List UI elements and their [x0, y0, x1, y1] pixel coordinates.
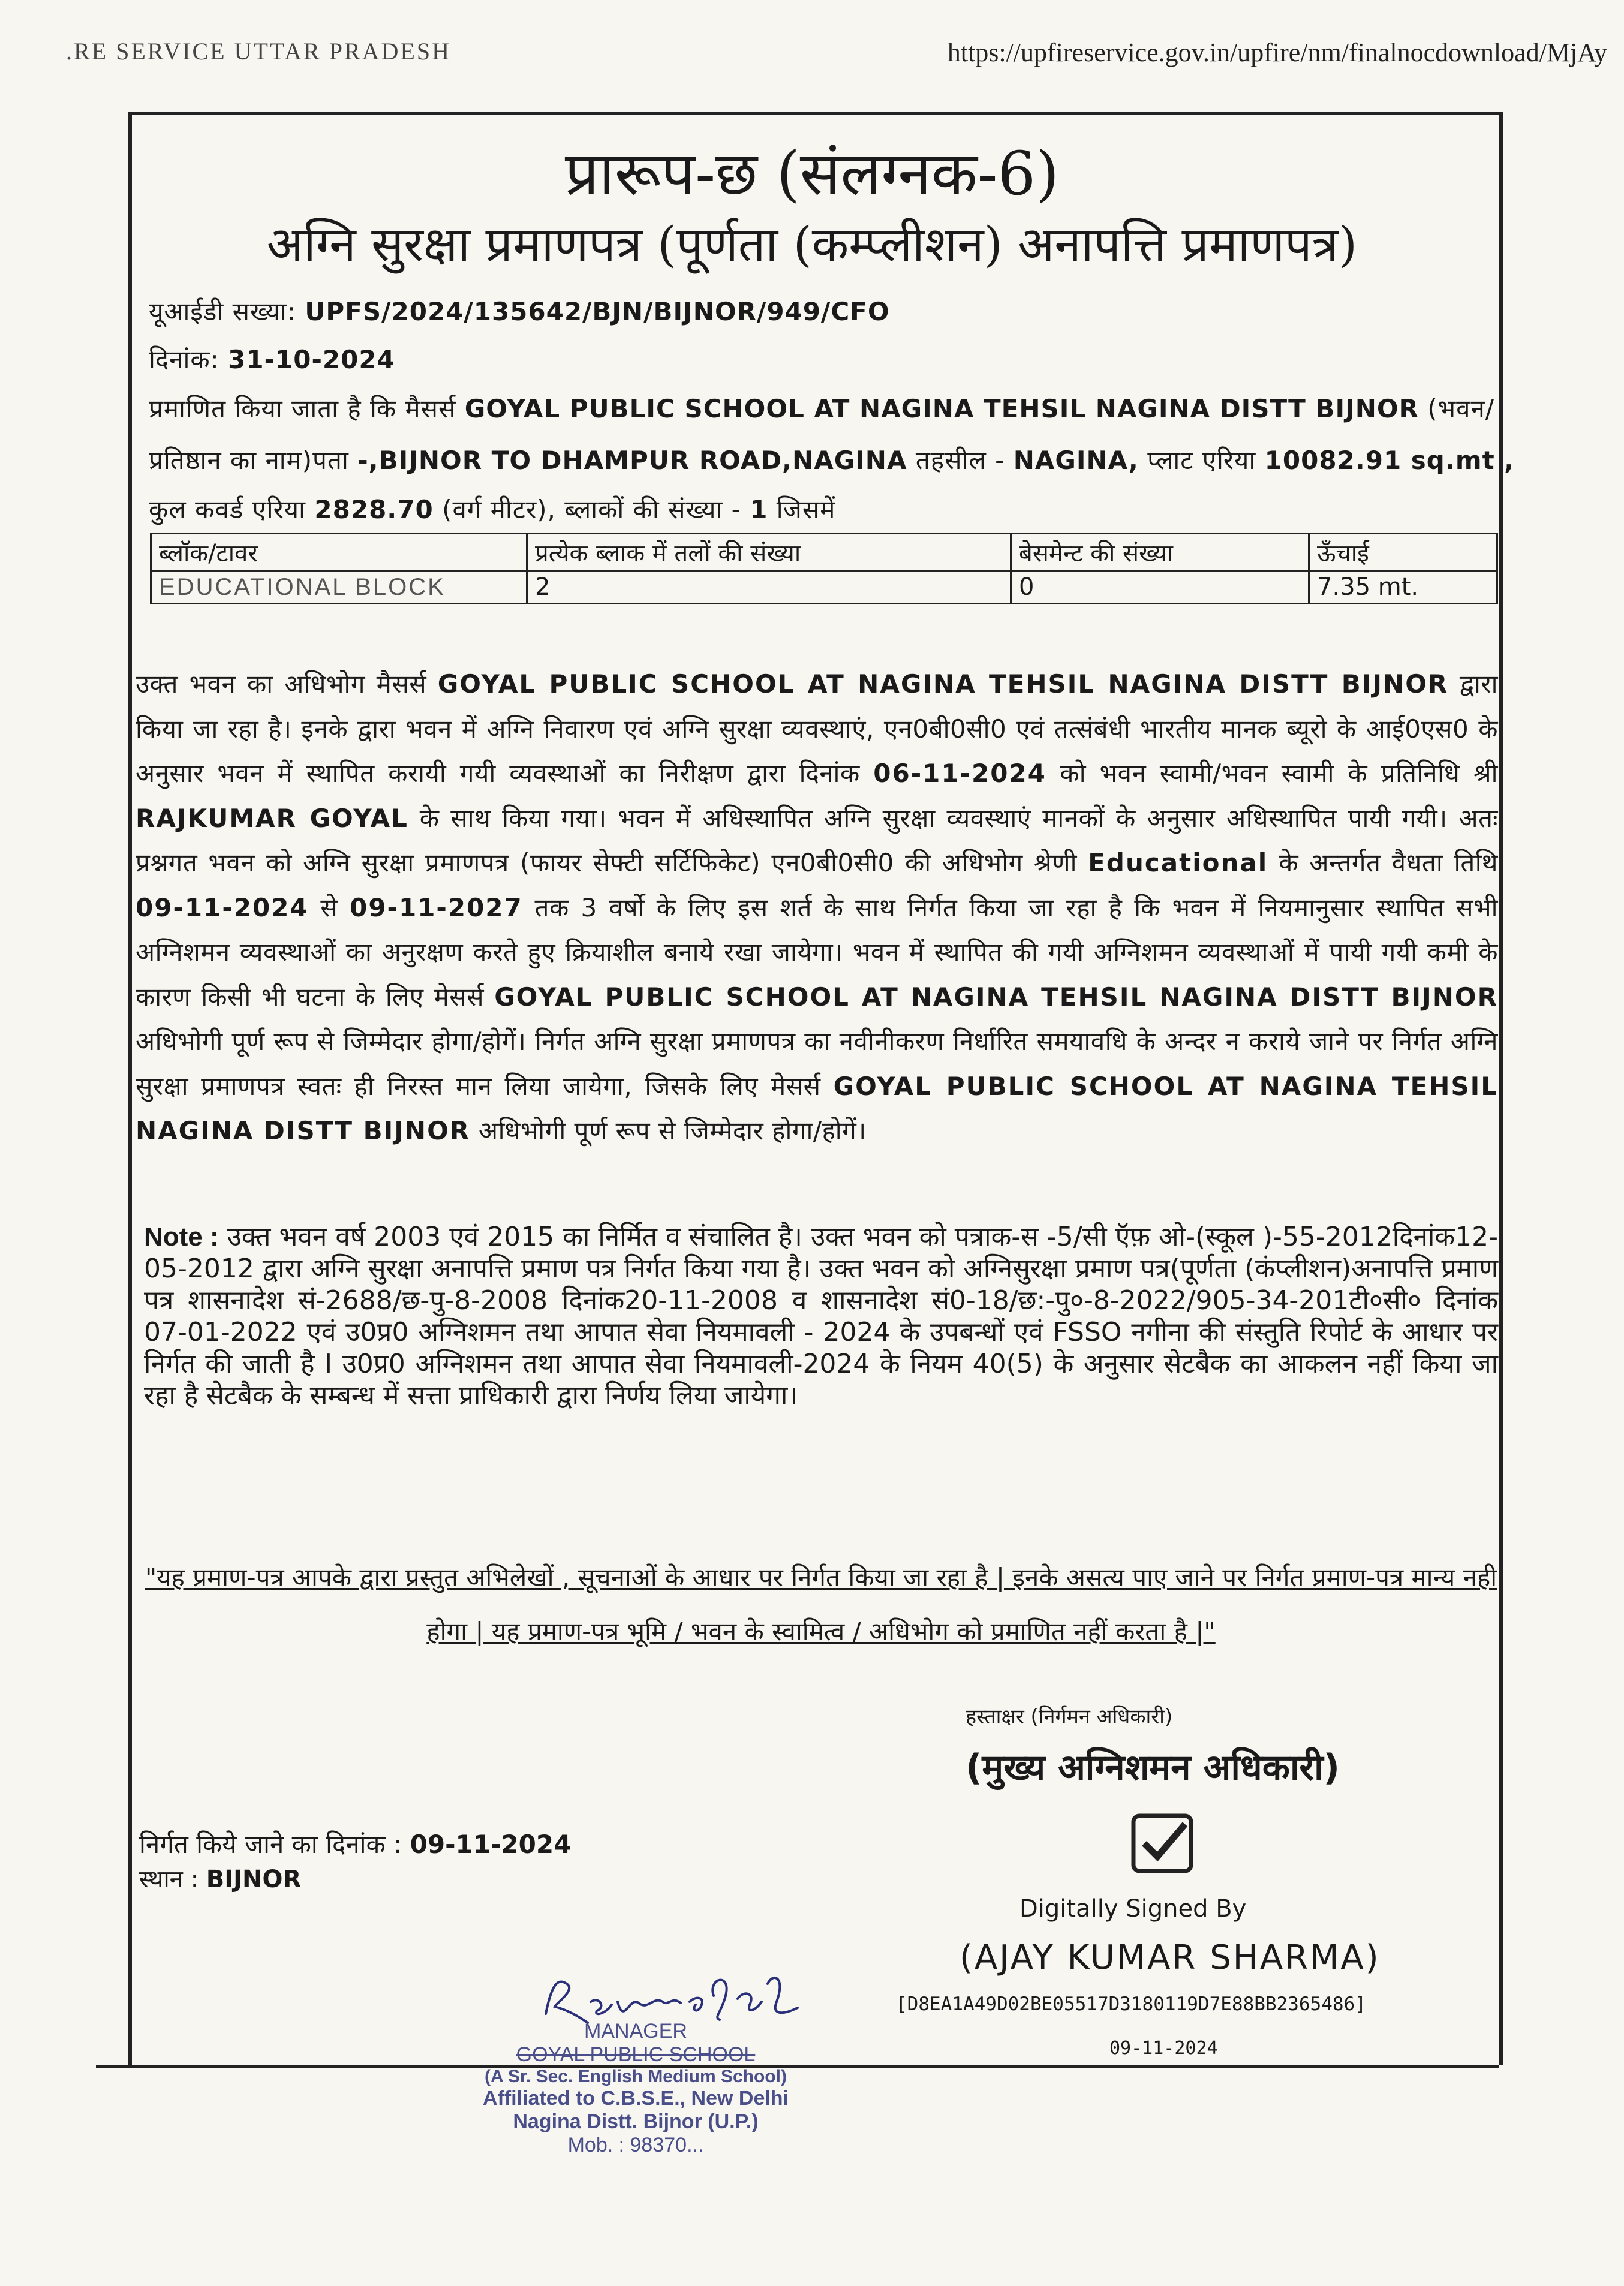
tehsil-label: तहसील - [915, 446, 1005, 475]
covered-unit: (वर्ग मीटर), [442, 495, 556, 524]
body-text: द्वारा किया जा रहा है। इनके द्वारा भवन में अग्नि निवारण एवं अग्नि सुरक्षा व्यवस्थाएं, एन0बी0सी0 एवं तत्संबंधी भारतीय मानक ब्यूरो के आई0एस0 के अनुसार भवन में स्थापित करायी गयी व्यवस्थाओं का निरीक्षण द्वारा दिनांक [136, 669, 1498, 788]
stamp-line: Mob. : 98370... [567, 2134, 704, 2156]
form-title: प्रारूप-छ (संलग्नक-6) [564, 139, 1060, 209]
digitally-signed-label: Digitally Signed By [1019, 1895, 1247, 1923]
table-cell: 7.35 mt. [1309, 571, 1497, 604]
table-header: ब्लॉक/टावर [151, 534, 527, 571]
signature-label: हस्ताक्षर (निर्गमन अधिकारी) [966, 1705, 1173, 1729]
body-text: से [320, 892, 338, 922]
issue-date: 09-11-2024 [410, 1830, 572, 1859]
table-row [151, 571, 1497, 604]
body-text: तक 3 वर्षो के लिए इस शर्त के साथ निर्गत किया जा रहा है कि भवन में नियमानुसार स्थापित सभी अग्निशमन व्यवस्थाओं का अनुरक्षण करते हुए क्रियाशील बनाये रखा जायेगा। भवन में स्थापित की गयी अग्निशमन व्यवस्थाओं में पायी गयी कमी के कारण किसी भी घटना के लिए मेसर्स [136, 892, 1498, 1012]
intro-line-3 [149, 492, 835, 526]
stamp-line: (A Sr. Sec. English Medium School) [485, 2067, 787, 2086]
date-value: 31-10-2024 [228, 345, 395, 374]
firm-name: GOYAL PUBLIC SCHOOL AT NAGINA TEHSIL NAGINA DISTT BIJNOR [437, 669, 1449, 699]
uid-label: यूआईडी सख्या: [149, 297, 296, 326]
valid-from: 09-11-2024 [136, 892, 309, 922]
note-text: उक्त भवन वर्ष 2003 एवं 2015 का निर्मित व संचालित है। उक्त भवन को पत्राक-स -5/सी ऍफ़ ओ-(स्कूल )-55-2012दिनांक12-05-2012 द्वारा अग्नि सुरक्षा अनापत्ति प्रमाण पत्र निर्गत किया गया है। उक्त भवन को अग्निसुरक्षा प्रमाण पत्र(पूर्णता (कंप्लीशन)अनापत्ति प्रमाण पत्र शासनादेश सं-2688/छ-पु-8-2008 दिनांक20-11-2008 व शासनादेश सं0-18/छ:-पु०-8-2022/905-34-201टी०सी० दिनांक 07-01-2022 एवं उ0प्र0 अग्निशमन तथा आपात सेवा नियमावली - 2024 के उपबन्धों एवं FSSO नगीना की संस्तुति रिपोर्ट के आधार पर निर्गत की जाती है I उ0प्र0 अग्निशमन तथा आपात सेवा नियमावली-2024 के नियम 40(5) के अनुसार सेटबैक का आकलन नहीं किया जा रहा है सेटबैक के सम्बन्ध में सत्ता प्राधिकारी द्वारा निर्णय लिया जायेगा। [144, 1222, 1498, 1411]
issue-date-label: निर्गत किये जाने का दिनांक : [139, 1830, 402, 1859]
firm-name: GOYAL PUBLIC SCHOOL AT NAGINA TEHSIL NAGINA DISTT BIJNOR [494, 982, 1498, 1012]
signature-hash: [D8EA1A49D02BE05517D3180119D7E88BB2365486] [896, 1993, 1366, 2015]
address: -,BIJNOR TO DHAMPUR ROAD,NAGINA [357, 446, 907, 475]
table-header: प्रत्येक ब्लाक में तलों की संख्या [527, 534, 1011, 571]
school-stamp [456, 2020, 816, 2157]
officer-title: (मुख्य अग्निशमन अधिकारी) [966, 1747, 1340, 1789]
body-text: उक्त भवन का अधिभोग मैसर्स [136, 669, 427, 699]
browser-header-left: .RE SERVICE UTTAR PRADESH [66, 38, 451, 65]
firm-name: GOYAL PUBLIC SCHOOL AT NAGINA TEHSIL NAGINA DISTT BIJNOR [464, 394, 1419, 423]
body-text: अधिभोगी पूर्ण रूप से जिम्मेदार होगा/होगें। निर्गत अग्नि सुरक्षा प्रमाणपत्र का नवीनीकरण निर्धारित समयावधि के अन्दर न कराये जाने पर निर्गत अग्नि सुरक्षा प्रमाणपत्र स्वतः ही निरस्त मान लिया जायेगा, जिसके लिए मेसर्स [136, 1027, 1498, 1101]
intro-text: (भवन/ [1427, 394, 1494, 423]
occupancy-category: Educational [1088, 848, 1268, 877]
stamp-line: GOYAL PUBLIC SCHOOL [516, 2043, 756, 2066]
uid-line [149, 294, 890, 328]
tehsil-value: NAGINA, [1013, 446, 1139, 475]
plot-area: 10082.91 sq.mt , [1264, 446, 1515, 475]
plot-label: प्लाट एरिया [1147, 446, 1256, 475]
table-cell: EDUCATIONAL BLOCK [151, 571, 527, 604]
valid-to: 09-11-2027 [350, 892, 523, 922]
declaration: "यह प्रमाण-पत्र आपके द्वारा प्रस्तुत अभिलेखों , सूचनाओं के आधार पर निर्गत किया जा रहा है | इनके असत्य पाए जाने पर निर्गत प्रमाण-पत्र मान्य नही होगा | यह प्रमाण-पत्र भूमि / भवन के स्वामित्व / अधिभोग को प्रमाणित नहीं करता है |" [145, 1563, 1497, 1646]
signature-check-icon [1130, 1812, 1196, 1875]
stamp-line: Nagina Distt. Bijnor (U.P.) [513, 2110, 759, 2133]
body-text: को भवन स्वामी/भवन स्वामी के प्रतिनिधि श्री [1060, 759, 1498, 788]
inspection-date: 06-11-2024 [873, 759, 1046, 788]
date-label: दिनांक: [149, 345, 219, 374]
stamp-line: Affiliated to C.B.S.E., New Delhi [482, 2087, 789, 2110]
table-header: बेसमेन्ट की संख्या [1011, 534, 1309, 571]
body-text: के साथ किया गया। भवन में अधिस्थापित अग्नि सुरक्षा व्यवस्थाएं मानकों के अनुसार अधिस्थापित पायी गयी। अतः प्रश्नगत भवन को अग्नि सुरक्षा प्रमाणपत्र (फायर सेफ्टी सर्टिफिकेट) एन0बी0सी0 की अधिभोग श्रेणी [136, 803, 1498, 877]
uid-value: UPFS/2024/135642/BJN/BIJNOR/949/CFO [305, 297, 890, 326]
intro-line-1 [149, 391, 1494, 425]
table-cell: 2 [527, 571, 1011, 604]
certificate-body [136, 662, 1498, 1154]
blocks-label: ब्लाकों की संख्या - [564, 495, 741, 524]
intro-line-2 [149, 443, 1514, 477]
owner-representative: RAJKUMAR GOYAL [136, 803, 408, 833]
body-text: के अन्तर्गत वैधता तिथि [1279, 848, 1498, 877]
signer-name: (AJAY KUMAR SHARMA) [960, 1938, 1381, 1977]
intro-text: जिसमें [776, 495, 836, 524]
place-value: BIJNOR [206, 1866, 302, 1893]
table-header: ऊँचाई [1309, 534, 1497, 571]
intro-text: प्रतिष्ठान का नाम)पता [149, 446, 349, 475]
firm-name: GOYAL PUBLIC SCHOOL AT NAGINA TEHSIL NAGINA DISTT BIJNOR [136, 1071, 1498, 1145]
block-table [150, 533, 1498, 604]
body-text: अधिभोगी पूर्ण रूप से जिम्मेदार होगा/होगें। [478, 1116, 867, 1145]
covered-area: 2828.70 [314, 495, 434, 524]
table-header-row [151, 534, 1497, 571]
signature-date: 09-11-2024 [1109, 2038, 1218, 2059]
note-section [144, 1221, 1498, 1412]
stamp-line: MANAGER [584, 2020, 687, 2043]
issue-date-line [139, 1827, 571, 1861]
blocks-count: 1 [750, 495, 768, 524]
place-line [139, 1861, 301, 1894]
table-cell: 0 [1011, 571, 1309, 604]
intro-text: प्रमाणित किया जाता है कि मैसर्स [149, 394, 456, 423]
note-label: Note : [144, 1222, 219, 1252]
date-line [149, 342, 395, 376]
browser-url[interactable]: https://upfireservice.gov.in/upfire/nm/finalnocdownload/MjAy [947, 38, 1607, 67]
place-label: स्थान : [139, 1866, 199, 1893]
intro-text: कुल कवर्ड एरिया [149, 495, 306, 524]
certificate-title: अग्नि सुरक्षा प्रमाणपत्र (पूर्णता (कम्प्लीशन) अनापत्ति प्रमाणपत्र) [266, 216, 1358, 272]
